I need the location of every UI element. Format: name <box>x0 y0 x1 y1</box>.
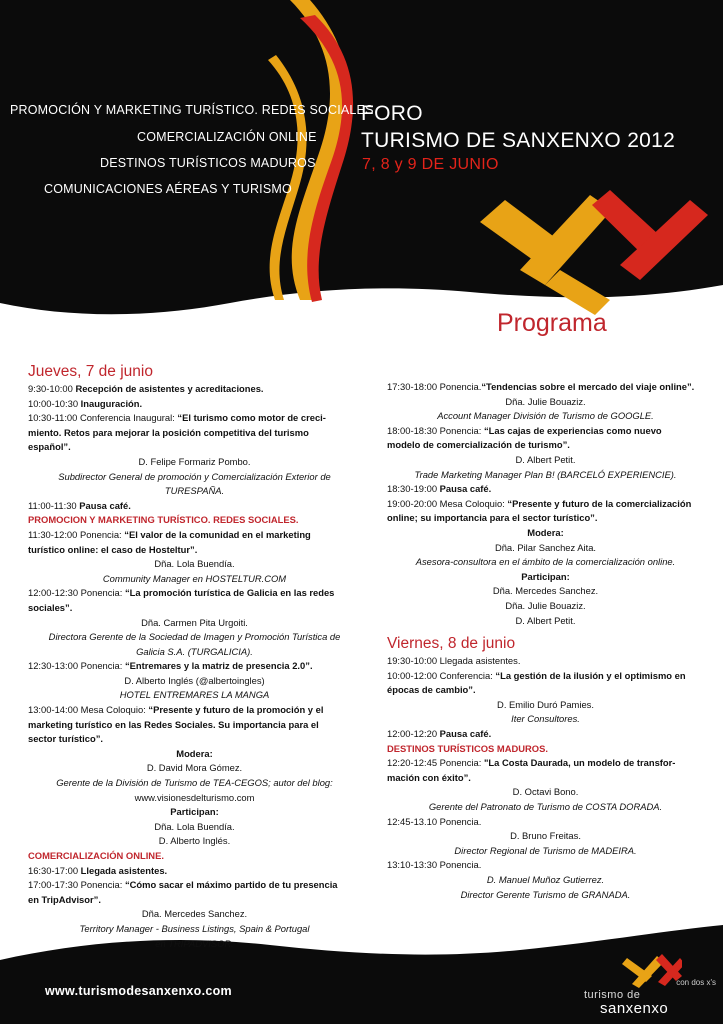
talk-title: “Tendencias sobre el mercado del viaje online”. <box>481 381 695 392</box>
talk-title: mación con éxito”. <box>387 771 471 783</box>
program-line: Director Gerente Turismo de GRANADA. <box>460 888 631 900</box>
program-line <box>387 858 704 873</box>
title-line-2: TURISMO DE SANXENXO 2012 <box>361 129 676 152</box>
talk-title: marketing turístico en las Redes Sociales. Su importancia para el <box>28 718 319 730</box>
time-text: 10:30-11:00 Conferencia Inaugural: <box>28 412 178 424</box>
talk-title: online; su importancia para el sector turístico”. <box>387 512 598 524</box>
section-heading: COMERCIALIZACIÓN ONLINE. <box>28 850 164 861</box>
event-dates: 7, 8 y 9 DE JUNIO <box>362 156 499 173</box>
talk-title: español”. <box>28 441 71 453</box>
program-line: Gerente de la División de Turismo de TEA-CEGOS; autor del blog: <box>56 777 333 789</box>
time-text: 9:30-10:00 <box>28 383 76 394</box>
program-line <box>28 499 361 514</box>
program-line <box>387 771 704 786</box>
program-line <box>28 397 361 412</box>
program-line <box>387 815 704 830</box>
logo-tagline: con dos x's <box>676 978 716 987</box>
program-line <box>28 411 361 426</box>
program-line: D. Felipe Formariz Pombo. <box>138 455 251 467</box>
programa-heading: Programa <box>497 309 607 337</box>
program-line: D. Manuel Muñoz Gutierrez. <box>486 874 605 885</box>
program-line <box>28 543 361 558</box>
time-text: 16:30-17:00 <box>28 864 81 876</box>
program-line: Trade Marketing Manager Plan B! (BARCELÓ EXPERIENCIE). <box>414 468 677 480</box>
program-line: Directora Gerente de la Sociedad de Imagen y Promoción Turística de <box>48 631 341 643</box>
program-line: Dña. Pilar Sanchez Aita. <box>494 541 597 553</box>
time-text: 12:45-13.10 Ponencia. <box>387 815 482 827</box>
program-line: Galicia S.A. (TURGALICIA). <box>136 645 253 657</box>
day-heading: Viernes, 8 de junio <box>387 635 516 653</box>
time-text: 13:10-13:30 Ponencia. <box>387 859 482 871</box>
program-line <box>387 727 704 742</box>
program-line: Dña. Mercedes Sanchez. <box>492 585 599 597</box>
program-line <box>28 601 361 616</box>
time-text: 10:00-12:00 Conferencia: <box>387 669 496 681</box>
talk-title: “Las cajas de experiencias como nuevo <box>483 424 662 436</box>
program-line: Participan: <box>521 570 570 582</box>
talk-title: sector turístico”. <box>28 733 104 745</box>
left-column <box>28 362 361 951</box>
program-line <box>387 482 704 497</box>
program-line <box>28 426 361 441</box>
talk-title: Inauguración. <box>80 397 143 409</box>
time-text: 12:00-12:30 Ponencia: <box>28 587 125 599</box>
program-line: Dña. Julie Bouaziz. <box>505 599 586 611</box>
program-line: Participan: <box>170 806 219 818</box>
program-line: Subdirector General de promoción y Comercialización Exterior de <box>58 470 331 482</box>
talk-title: Llegada asistentes. <box>80 864 168 876</box>
program-line <box>28 703 361 718</box>
logo-crosses-icon <box>622 948 682 988</box>
talk-title: “Presente y futuro de la promoción y el <box>148 704 324 716</box>
time-text: 12:20-12:45 Ponencia: <box>387 757 484 769</box>
program-line <box>387 511 704 526</box>
program-line <box>28 382 361 397</box>
time-text: 19:30-10:00 Llegada asistentes. <box>387 655 521 667</box>
program-line: Iter Consultores. <box>511 713 580 725</box>
time-text: 12:00-12:20 <box>387 728 440 740</box>
program-line: Dña. Carmen Pita Urgoiti. <box>141 616 248 628</box>
talk-title: Pausa café. <box>79 499 131 511</box>
program-line: D. Emilio Duró Pamies. <box>497 698 594 710</box>
program-line <box>387 497 704 512</box>
program-line: Asesora-consultora en el ámbito de la comercialización online. <box>415 556 676 568</box>
program-line: D. Albert Petit. <box>515 614 576 626</box>
program-line: D. Alberto Inglés. <box>158 835 231 847</box>
right-column <box>387 380 704 902</box>
program-line <box>387 438 704 453</box>
talk-title: en TripAdvisor”. <box>28 893 101 905</box>
footer-website-link[interactable]: www.turismodesanxenxo.com <box>45 984 232 998</box>
program-line: HOTEL ENTREMARES LA MANGA <box>119 689 270 701</box>
topic-item: DESTINOS TURÍSTICOS MADUROS <box>100 156 316 170</box>
program-line <box>28 659 361 674</box>
talk-title: “El turismo como motor de creci- <box>177 412 326 424</box>
program-line: Dña. Lola Buendía. <box>154 558 235 570</box>
time-text: 18:30-19:00 <box>387 483 440 495</box>
program-line: Community Manager en HOSTELTUR.COM <box>102 572 287 584</box>
program-line <box>387 683 704 698</box>
program-line <box>28 440 361 455</box>
program-line <box>28 528 361 543</box>
program-line <box>28 718 361 733</box>
topic-item: COMUNICACIONES AÉREAS Y TURISMO <box>44 182 292 196</box>
program-line: D. Octavi Bono. <box>512 786 579 798</box>
program-line <box>28 893 361 908</box>
talk-title: turístico online: el caso de Hosteltur”. <box>28 543 198 555</box>
program-line: www.visionesdelturismo.com <box>134 791 255 803</box>
program-line <box>387 424 704 439</box>
program-line: Dña. Mercedes Sanchez. <box>141 908 248 920</box>
time-text: 10:00-10:30 <box>28 397 81 409</box>
talk-title: "La Costa Daurada, un modelo de transfor- <box>483 757 676 769</box>
program-line: en TRIPADVISOR. <box>155 937 234 949</box>
program-line: Modera: <box>176 747 213 759</box>
talk-title: “La promoción turística de Galicia en las redes <box>124 587 335 599</box>
talk-title: Pausa café. <box>439 728 492 740</box>
program-line <box>387 756 704 771</box>
talk-title: “Entremares y la matriz de presencia 2.0”. <box>124 660 313 672</box>
time-text: 13:00-14:00 Mesa Coloquio: <box>28 704 149 716</box>
topic-item: PROMOCIÓN Y MARKETING TURÍSTICO. REDES SOCIALES <box>10 103 374 117</box>
program-line: Dña. Lola Buendía. <box>154 820 235 832</box>
program-line <box>28 864 361 879</box>
title-line-1: FORO <box>361 102 423 125</box>
program-line <box>387 380 704 395</box>
program-line: Dña. Julie Bouaziz. <box>505 395 586 407</box>
program-line: D. David Mora Gómez. <box>146 762 243 774</box>
program-line: D. Albert Petit. <box>515 453 576 465</box>
talk-title: Recepción de asistentes y acreditaciones. <box>75 383 264 394</box>
time-text: 12:30-13:00 Ponencia: <box>28 660 125 672</box>
talk-title: miento. Retos para mejorar la posición competitiva del turismo <box>28 426 309 438</box>
talk-title: épocas de cambio”. <box>387 684 476 696</box>
event-title <box>361 100 675 154</box>
program-line <box>387 669 704 684</box>
program-line <box>387 654 704 669</box>
program-line: D. Alberto Inglés (@albertoingles) <box>124 674 265 686</box>
program-line: D. Bruno Freitas. <box>510 830 581 842</box>
talk-title: “Presente y futuro de la comercialización <box>507 497 692 509</box>
talk-title: “La gestión de la ilusión y el optimismo en <box>495 669 686 681</box>
day-heading: Jueves, 7 de junio <box>28 363 153 380</box>
time-text: 17:00-17:30 Ponencia: <box>28 879 125 891</box>
talk-title: “El valor de la comunidad en el marketing <box>124 528 311 540</box>
program-line: Territory Manager - Business Listings, Spain & Portugal <box>79 922 310 934</box>
time-text: 11:30-12:00 Ponencia: <box>28 528 125 540</box>
program-line <box>28 878 361 893</box>
logo-text-2: sanxenxo <box>600 1000 669 1017</box>
time-text: 19:00-20:00 Mesa Coloquio: <box>387 497 508 509</box>
program-line: Gerente del Patronato de Turismo de COSTA DORADA. <box>428 801 663 813</box>
time-text: 17:30-18:00 Ponencia. <box>387 381 482 392</box>
time-text: 18:00-18:30 Ponencia: <box>387 424 484 436</box>
sanxenxo-logo-small <box>582 948 722 1020</box>
talk-title: Pausa café. <box>439 483 492 495</box>
program-line: Modera: <box>527 526 564 538</box>
program-line <box>28 586 361 601</box>
time-text: 11:00-11:30 <box>28 499 80 511</box>
talk-title: “Cómo sacar el máximo partido de tu presencia <box>124 879 338 891</box>
talk-title: sociales”. <box>28 601 73 613</box>
program-line: Director Regional de Turismo de MADEIRA. <box>454 844 637 856</box>
section-heading: DESTINOS TURÍSTICOS MADUROS. <box>387 742 548 754</box>
talk-title: modelo de comercialización de turismo”. <box>387 439 570 451</box>
topic-item: COMERCIALIZACIÓN ONLINE <box>137 130 317 144</box>
section-heading: PROMOCION Y MARKETING TURÍSTICO. REDES SOCIALES. <box>28 514 299 526</box>
program-line: TURESPAÑA. <box>164 485 225 497</box>
program-line <box>28 732 361 747</box>
program-line: Account Manager División de Turismo de GOOGLE. <box>437 410 654 422</box>
logo-text-1: turismo de <box>584 989 641 1001</box>
